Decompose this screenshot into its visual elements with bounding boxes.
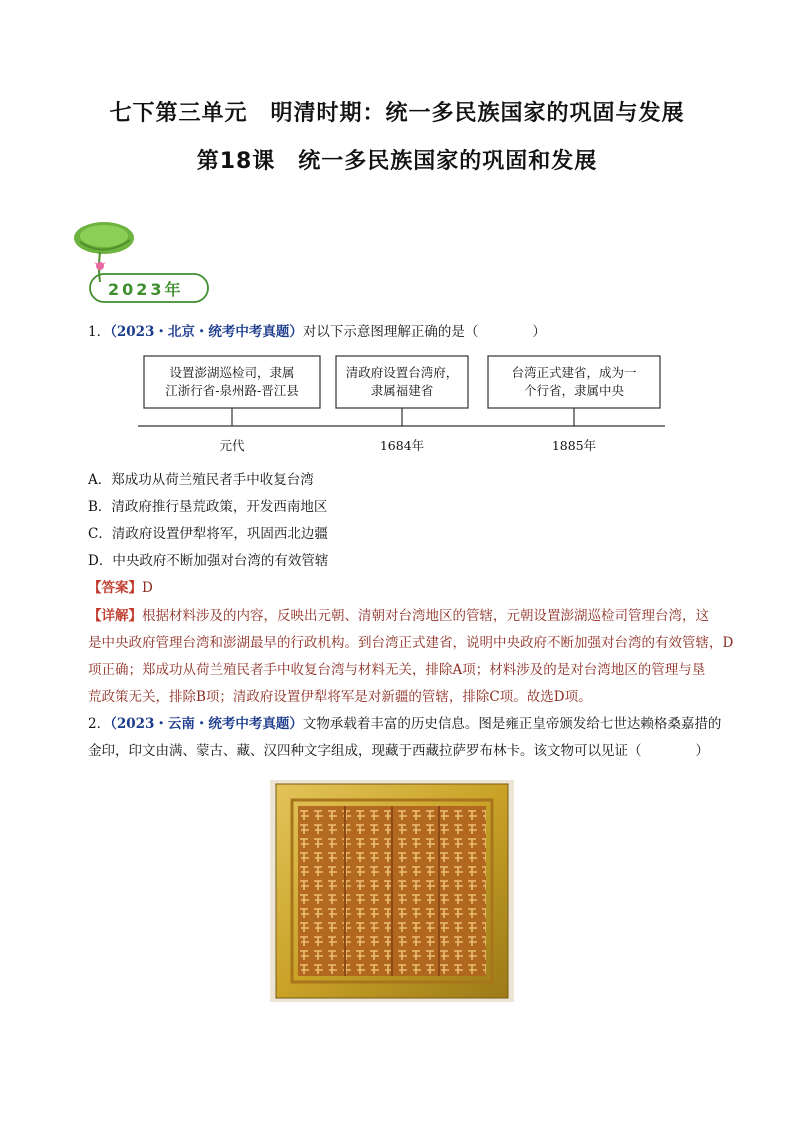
q2-stem-line1 [88, 714, 721, 734]
timeline-box-1-line2: 江浙行省-泉州路-晋江县 [165, 383, 299, 398]
detail-tag: 【详解】 [88, 608, 142, 624]
timeline-box-1-line1: 设置澎湖巡检司，隶属 [169, 365, 295, 380]
golden-seal-image [270, 780, 514, 1002]
year-badge-label: 2023年 [108, 280, 184, 299]
q1-stem-line [88, 322, 546, 342]
year-badge [72, 218, 212, 308]
q1-detail-line3: 项正确；郑成功从荷兰殖民者手中收复台湾与材料无关，排除A项；材料涉及的是对台湾地区的管理与垦 [88, 662, 706, 678]
q1-option-d: D．中央政府不断加强对台湾的有效管辖 [88, 553, 329, 569]
q1-detail-line2: 是中央政府管理台湾和澎湖最早的行政机构。到台湾正式建省，说明中央政府不断加强对台湾的有效管辖，D [88, 635, 734, 651]
timeline-tick-3: 1885年 [551, 438, 597, 453]
page-title-line1: 七下第三单元 明清时期：统一多民族国家的巩固与发展 [109, 101, 685, 126]
timeline-tick-2: 1684年 [379, 438, 425, 453]
timeline-box-2-text [336, 364, 468, 400]
timeline-box-1-text [144, 364, 320, 400]
timeline-box-3-line1: 台湾正式建省，成为一 [511, 365, 637, 380]
q2-number: 2． [88, 716, 111, 732]
q1-stem: 对以下示意图理解正确的是（ ） [302, 324, 546, 340]
q1-detail-line1 [88, 606, 709, 626]
q2-source: （2023・云南・统考中考真题） [110, 716, 303, 732]
q1-detail-line4: 荒政策无关，排除B项；清政府设置伊犁将军是对新疆的管辖，排除C项。故选D项。 [88, 689, 592, 705]
q1-number: 1． [88, 324, 111, 340]
timeline-box-2-line2: 隶属福建省 [370, 383, 434, 398]
q2-stem-1: 文物承载着丰富的历史信息。图是雍正皇帝颁发给七世达赖格桑嘉措的 [302, 716, 722, 732]
answer-tag: 【答案】 [88, 580, 142, 596]
q1-timeline [130, 352, 670, 462]
q2-stem-line2: 金印，印文由满、蒙古、藏、汉四种文字组成，现藏于西藏拉萨罗布林卡。该文物可以见证（ ） [88, 743, 709, 759]
q1-option-c: C．清政府设置伊犁将军，巩固西北边疆 [88, 526, 328, 542]
timeline-tick-1: 元代 [219, 438, 245, 453]
timeline-box-3-line2: 个行省，隶属中央 [523, 383, 624, 398]
timeline-box-3-text [488, 364, 660, 400]
detail-text-1: 根据材料涉及的内容，反映出元朝、清朝对台湾地区的管辖，元朝设置澎湖巡检司管理台湾，这 [142, 608, 709, 624]
q1-option-a: A．郑成功从荷兰殖民者手中收复台湾 [88, 472, 314, 488]
q1-answer-line [88, 578, 153, 598]
q1-option-b: B．清政府推行垦荒政策，开发西南地区 [88, 499, 328, 515]
q1-source: （2023・北京・统考中考真题） [110, 324, 303, 340]
page-title-line2: 第18课 统一多民族国家的巩固和发展 [196, 149, 598, 174]
golden-seal-icon [270, 780, 514, 1002]
timeline-box-2-line1: 清政府设置台湾府， [345, 365, 459, 380]
answer-value: D [142, 580, 153, 596]
